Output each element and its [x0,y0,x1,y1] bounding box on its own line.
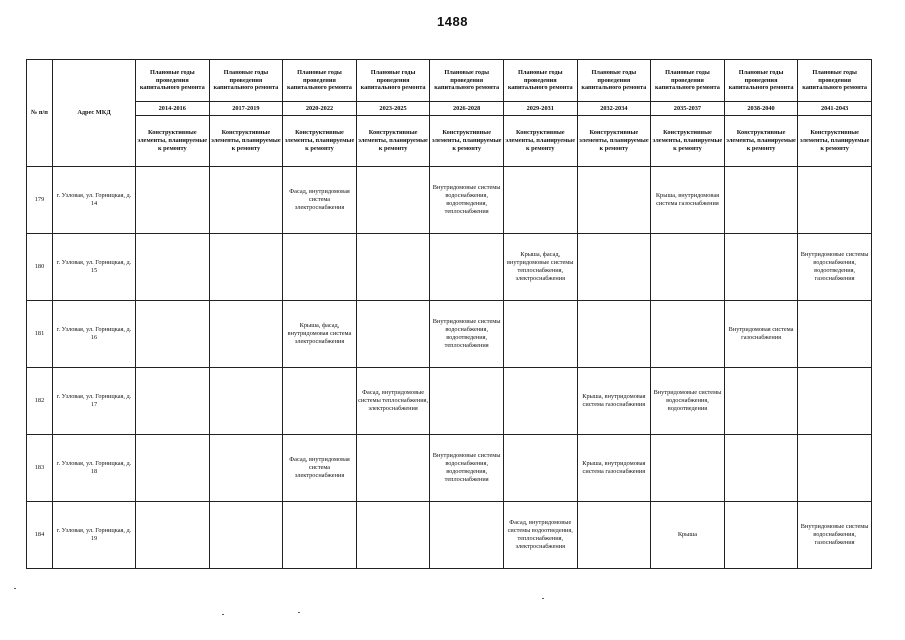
row-cell [283,502,357,569]
row-cell: Внутридомовая система газоснабжения [724,301,798,368]
row-address: г. Узловая, ул. Горницкая, д. 15 [53,234,136,301]
row-number: 180 [27,234,53,301]
row-cell: Крыша, внутридомовая система газоснабжения [577,368,651,435]
row-cell: Крыша, фасад, внутридомовые системы теплоснабжения, электроснабжения [503,234,577,301]
row-cell [724,368,798,435]
row-cell [503,368,577,435]
row-cell: Фасад, внутридомовая система электроснабжения [283,435,357,502]
row-cell: Внутридомовые системы водоснабжения, газоснабжения [798,502,872,569]
row-number: 179 [27,167,53,234]
header-years: 2020-2022 [283,102,357,116]
page-number: 1488 [437,14,468,29]
header-years: 2017-2019 [209,102,283,116]
table-row [27,502,872,569]
row-number: 184 [27,502,53,569]
row-cell [724,234,798,301]
row-cell: Крыша, внутридомовая система газоснабжения [577,435,651,502]
row-cell [503,435,577,502]
row-cell [209,167,283,234]
header-years: 2014-2016 [136,102,210,116]
row-cell [136,167,210,234]
row-cell: Внутридомовые системы водоснабжения, водоотведения, теплоснабжения [430,301,504,368]
row-cell [209,234,283,301]
header-plan-title: Плановые годы проведения капитального ремонта [577,60,651,102]
row-cell [136,502,210,569]
header-elements: Конструктивные элементы, планируемые к ремонту [209,116,283,167]
row-cell [798,368,872,435]
row-cell [209,301,283,368]
row-cell [577,502,651,569]
row-cell [430,502,504,569]
row-cell [651,234,725,301]
header-elements: Конструктивные элементы, планируемые к ремонту [136,116,210,167]
row-cell [724,502,798,569]
row-cell [356,234,430,301]
scan-speck [222,614,224,615]
row-cell [651,301,725,368]
table-body [27,167,872,569]
scan-speck [14,588,16,589]
row-cell [798,167,872,234]
row-address: г. Узловая, ул. Горницкая, д. 14 [53,167,136,234]
row-cell [798,435,872,502]
row-cell [356,435,430,502]
row-address: г. Узловая, ул. Горницкая, д. 17 [53,368,136,435]
table-header [27,60,872,167]
row-cell: Фасад, внутридомовая система электроснабжения [283,167,357,234]
row-cell [651,435,725,502]
header-plan-title: Плановые годы проведения капитального ремонта [651,60,725,102]
table-row [27,368,872,435]
row-address: г. Узловая, ул. Горницкая, д. 18 [53,435,136,502]
header-plan-title: Плановые годы проведения капитального ремонта [430,60,504,102]
row-cell [724,435,798,502]
row-cell [724,167,798,234]
row-cell: Фасад, внутридомовые системы водоотведения, теплоснабжения, электроснабжения [503,502,577,569]
row-number: 183 [27,435,53,502]
header-elements: Конструктивные элементы, планируемые к ремонту [577,116,651,167]
header-years: 2038-2040 [724,102,798,116]
header-years: 2032-2034 [577,102,651,116]
row-cell [136,234,210,301]
row-cell [283,234,357,301]
row-cell: Крыша [651,502,725,569]
table-row [27,234,872,301]
header-years: 2023-2025 [356,102,430,116]
row-cell [577,301,651,368]
header-years: 2035-2037 [651,102,725,116]
header-num: № п/п [27,60,53,167]
row-cell [283,368,357,435]
row-cell: Крыша, фасад, внутридомовая система электроснабжения [283,301,357,368]
header-elements: Конструктивные элементы, планируемые к ремонту [283,116,357,167]
header-years: 2029-2031 [503,102,577,116]
header-plan-title: Плановые годы проведения капитального ремонта [724,60,798,102]
row-cell [356,502,430,569]
scan-speck [542,598,544,599]
row-cell [798,301,872,368]
row-address: г. Узловая, ул. Горницкая, д. 19 [53,502,136,569]
table-row [27,435,872,502]
row-cell [503,167,577,234]
header-plan-title: Плановые годы проведения капитального ремонта [798,60,872,102]
row-cell [136,301,210,368]
row-cell: Внутридомовые системы водоснабжения, водоотведения, теплоснабжения [430,435,504,502]
row-address: г. Узловая, ул. Горницкая, д. 16 [53,301,136,368]
scan-speck [298,612,300,613]
repair-schedule-table [26,59,872,569]
row-cell: Внутридомовые системы водоснабжения, водоотведения [651,368,725,435]
row-cell: Фасад, внутридомовые системы теплоснабжения, электроснабжения [356,368,430,435]
row-cell [209,435,283,502]
header-elements: Конструктивные элементы, планируемые к ремонту [356,116,430,167]
header-plan-title: Плановые годы проведения капитального ремонта [503,60,577,102]
row-cell [136,368,210,435]
row-cell [356,301,430,368]
row-cell [209,502,283,569]
header-elements: Конструктивные элементы, планируемые к ремонту [724,116,798,167]
row-cell [209,368,283,435]
row-cell [136,435,210,502]
row-cell [430,234,504,301]
header-plan-title: Плановые годы проведения капитального ремонта [356,60,430,102]
row-cell: Крыша, внутридомовая система газоснабжения [651,167,725,234]
table-row [27,167,872,234]
header-plan-title: Плановые годы проведения капитального ремонта [283,60,357,102]
header-plan-title: Плановые годы проведения капитального ремонта [136,60,210,102]
header-address: Адрес МКД [53,60,136,167]
row-cell [577,167,651,234]
row-cell [503,301,577,368]
row-cell: Внутридомовые системы водоснабжения, водоотведения, газоснабжения [798,234,872,301]
row-cell [356,167,430,234]
header-plan-title: Плановые годы проведения капитального ремонта [209,60,283,102]
row-number: 181 [27,301,53,368]
header-elements: Конструктивные элементы, планируемые к ремонту [798,116,872,167]
row-number: 182 [27,368,53,435]
header-elements: Конструктивные элементы, планируемые к ремонту [651,116,725,167]
header-elements: Конструктивные элементы, планируемые к ремонту [503,116,577,167]
row-cell [577,234,651,301]
table-row [27,301,872,368]
row-cell: Внутридомовые системы водоснабжения, водоотведения, теплоснабжения [430,167,504,234]
row-cell [430,368,504,435]
header-years: 2026-2028 [430,102,504,116]
header-years: 2041-2043 [798,102,872,116]
header-elements: Конструктивные элементы, планируемые к ремонту [430,116,504,167]
